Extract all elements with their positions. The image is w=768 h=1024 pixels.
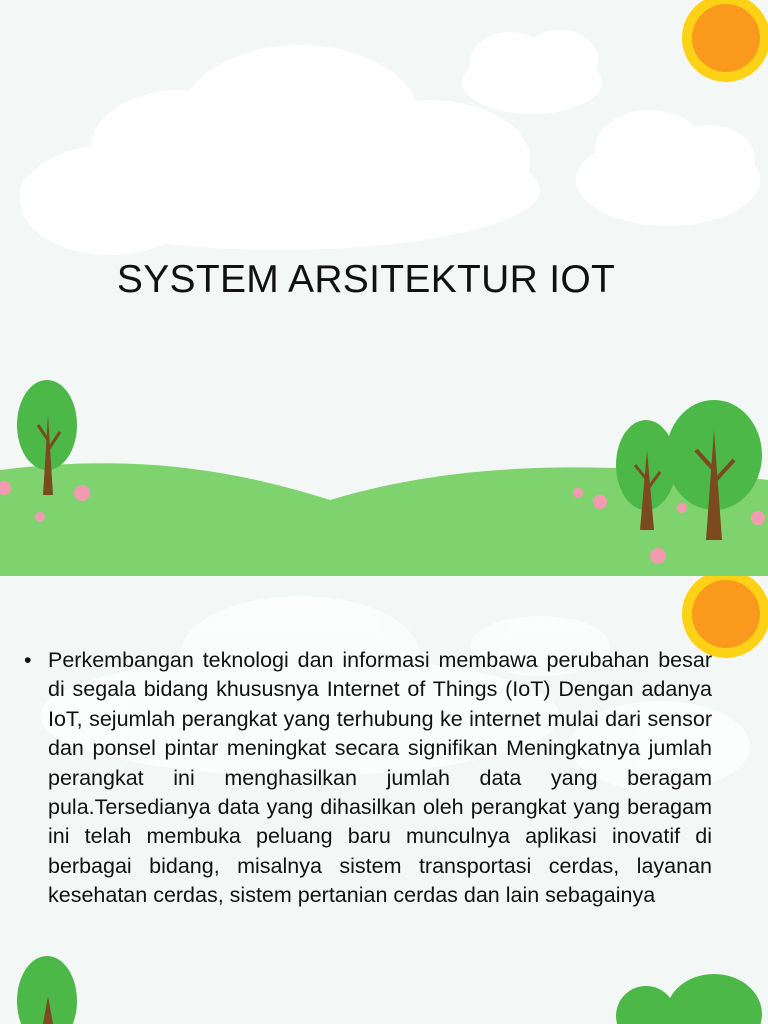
- sun-icon: [682, 0, 768, 82]
- cloud-icon: [20, 45, 540, 255]
- list-item: [24, 646, 712, 911]
- content-slide: [0, 576, 768, 1024]
- cloud-right-icon: [576, 110, 760, 226]
- paragraph-text: Perkembangan teknologi dan informasi membawa perubahan besar di segala bidang khususnya Internet of Things (IoT) Dengan adanya IoT, sejumlah perangkat yang terhubung ke internet mulai dari sensor dan ponsel pintar meningkat secara signifikan Meningkatnya jumlah perangkat ini menghasilkan jumlah data yang beragam pula.Tersedianya data yang dihasilkan oleh perangkat yang beragam ini telah membuka peluang baru munculnya aplikasi inovatif di berbagai bidang, misalnya sistem transportasi cerdas, layanan kesehatan cerdas, sistem pertanian cerdas dan lain sebagainya: [48, 648, 712, 908]
- bullet-marker: •: [24, 648, 32, 672]
- slide-title: SYSTEM ARSITEKTUR IOT: [116, 258, 616, 301]
- tree-icon: [616, 974, 762, 1024]
- tree-icon: [17, 956, 77, 1024]
- cloud-small-icon: [462, 30, 602, 114]
- bullet-list: [24, 646, 712, 911]
